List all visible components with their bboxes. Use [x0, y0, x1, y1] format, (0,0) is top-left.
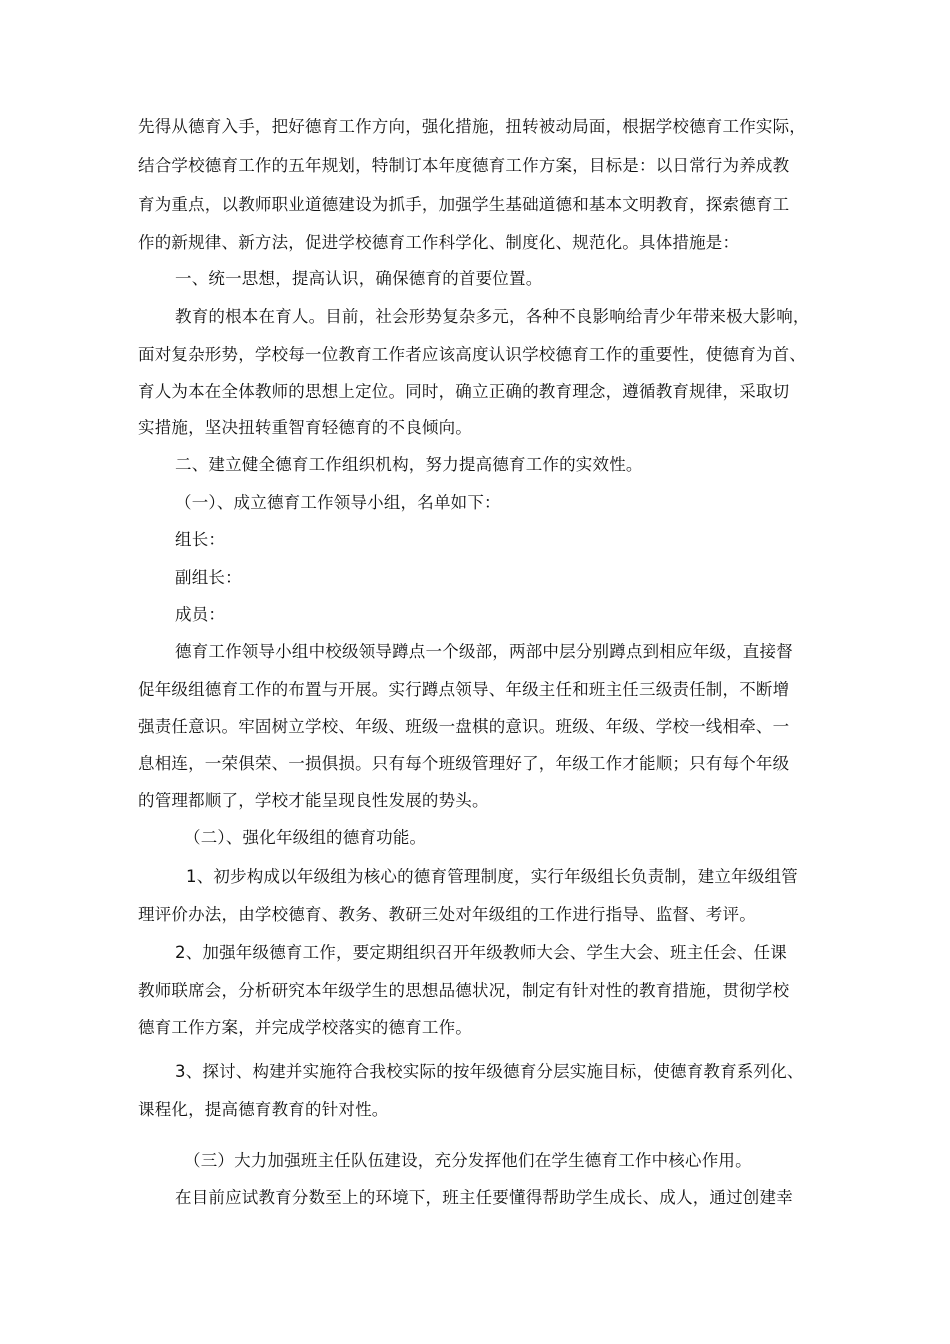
text-line: 育为重点，以教师职业道德建设为抓手，加强学生基础道德和基本文明教育，探索德育工 [138, 195, 790, 214]
text-line: 促年级组德育工作的布置与开展。实行蹲点领导、年级主任和班主任三级责任制，不断增 [138, 680, 790, 699]
text-line: 强责任意识。牢固树立学校、年级、班级一盘棋的意识。班级、年级、学校一线相牵、一 [138, 717, 790, 736]
subsection-heading: （二）、强化年级组的德育功能。 [184, 828, 427, 847]
section-heading: 二、建立健全德育工作组织机构，努力提高德育工作的实效性。 [175, 455, 643, 474]
text-line: 结合学校德育工作的五年规划，特制订本年度德育工作方案，目标是：以日常行为养成教 [138, 156, 790, 175]
list-label: 组长： [175, 530, 226, 549]
text-line: 1、初步构成以年级组为核心的德育管理制度，实行年级组长负责制，建立年级组管 [186, 867, 798, 886]
list-label: 副组长： [175, 568, 242, 587]
text-line: 课程化，提高德育教育的针对性。 [138, 1100, 389, 1119]
text-line: 教育的根本在育人。目前，社会形势复杂多元，各种不良影响给青少年带来极大影响， [175, 307, 810, 326]
text-line: 作的新规律、新方法，促进学校德育工作科学化、制度化、规范化。具体措施是： [138, 233, 740, 252]
text-line: 在目前应试教育分数至上的环境下，班主任要懂得帮助学生成长、成人，通过创建幸 [175, 1188, 793, 1207]
list-label: 成员： [175, 605, 226, 624]
text-line: 息相连，一荣俱荣、一损俱损。只有每个班级管理好了，年级工作才能顺；只有每个年级 [138, 754, 790, 773]
text-line: 德育工作领导小组中校级领导蹲点一个级部，两部中层分别蹲点到相应年级，直接督 [175, 642, 793, 661]
text-line: 先得从德育入手，把好德育工作方向，强化措施，扭转被动局面，根据学校德育工作实际， [138, 117, 806, 136]
text-line: 德育工作方案，并完成学校落实的德育工作。 [138, 1018, 472, 1037]
subsection-heading: （三）大力加强班主任队伍建设，充分发挥他们在学生德育工作中核心作用。 [184, 1151, 752, 1170]
subsection-heading: （一）、成立德育工作领导小组，名单如下： [175, 493, 501, 512]
text-line: 2、加强年级德育工作，要定期组织召开年级教师大会、学生大会、班主任会、任课 [175, 943, 787, 962]
section-heading: 一、统一思想，提高认识，确保德育的首要位置。 [175, 269, 543, 288]
text-line: 实措施，坚决扭转重智育轻德育的不良倾向。 [138, 418, 472, 437]
text-line: 理评价办法，由学校德育、教务、教研三处对年级组的工作进行指导、监督、考评。 [138, 905, 756, 924]
text-line: 的管理都顺了，学校才能呈现良性发展的势头。 [138, 791, 489, 810]
text-line: 面对复杂形势，学校每一位教育工作者应该高度认识学校德育工作的重要性，使德育为首、 [138, 345, 806, 364]
text-line: 育人为本在全体教师的思想上定位。同时，确立正确的教育理念，遵循教育规律，采取切 [138, 382, 790, 401]
text-line: 教师联席会，分析研究本年级学生的思想品德状况，制定有针对性的教育措施，贯彻学校 [138, 981, 790, 1000]
text-line: 3、探讨、构建并实施符合我校实际的按年级德育分层实施目标，使德育教育系列化、 [175, 1062, 804, 1081]
